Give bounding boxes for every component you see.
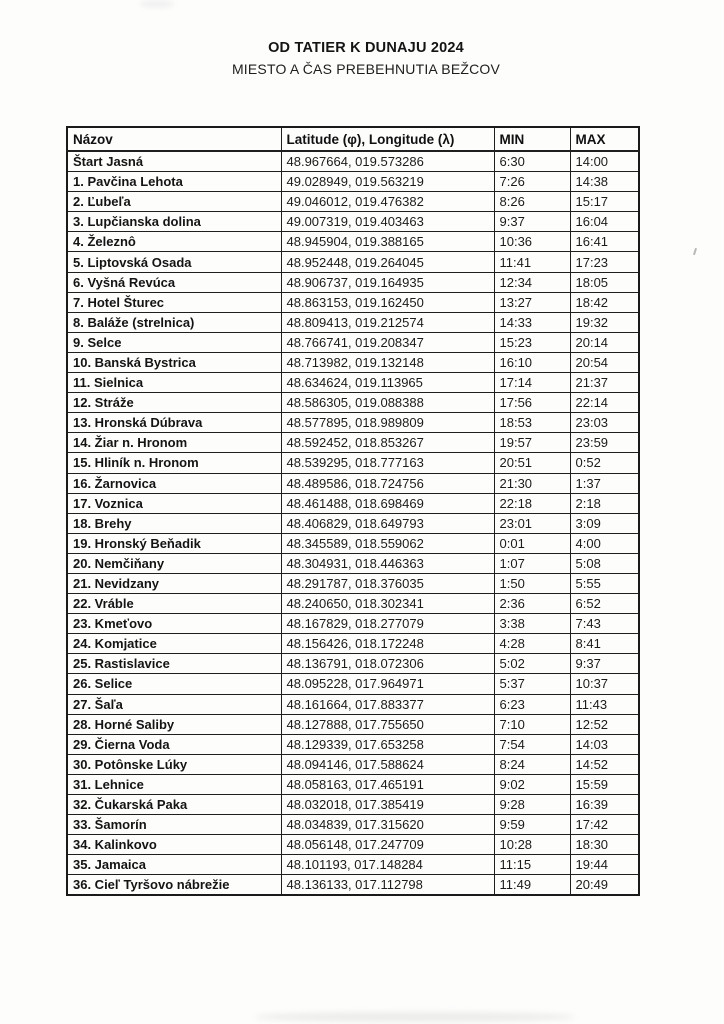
cell-min-time: 22:18 — [494, 493, 570, 513]
cell-min-time: 11:41 — [494, 252, 570, 272]
cell-max-time: 11:43 — [570, 694, 639, 714]
table-row — [67, 493, 639, 513]
table-row — [67, 573, 639, 593]
cell-max-time: 22:14 — [570, 393, 639, 413]
cell-checkpoint-name: Štart Jasná — [67, 151, 281, 172]
cell-coordinates: 49.028949, 019.563219 — [281, 172, 494, 192]
table-row — [67, 252, 639, 272]
table-row — [67, 312, 639, 332]
cell-checkpoint-name: 13. Hronská Dúbrava — [67, 413, 281, 433]
cell-coordinates: 49.007319, 019.403463 — [281, 212, 494, 232]
cell-coordinates: 48.167829, 018.277079 — [281, 614, 494, 634]
cell-max-time: 5:55 — [570, 573, 639, 593]
table-row — [67, 172, 639, 192]
column-header-nazov: Názov — [67, 127, 281, 151]
cell-checkpoint-name: 15. Hliník n. Hronom — [67, 453, 281, 473]
cell-coordinates: 48.461488, 018.698469 — [281, 493, 494, 513]
table-row — [67, 875, 639, 896]
cell-checkpoint-name: 6. Vyšná Revúca — [67, 272, 281, 292]
cell-checkpoint-name: 11. Sielnica — [67, 373, 281, 393]
table-header-row — [67, 127, 639, 151]
cell-coordinates: 48.136791, 018.072306 — [281, 654, 494, 674]
cell-min-time: 6:23 — [494, 694, 570, 714]
table-row — [67, 795, 639, 815]
table-row — [67, 694, 639, 714]
cell-coordinates: 48.094146, 017.588624 — [281, 754, 494, 774]
cell-min-time: 5:37 — [494, 674, 570, 694]
cell-coordinates: 48.952448, 019.264045 — [281, 252, 494, 272]
cell-checkpoint-name: 14. Žiar n. Hronom — [67, 433, 281, 453]
table-row — [67, 232, 639, 252]
cell-checkpoint-name: 21. Nevidzany — [67, 573, 281, 593]
table-row — [67, 212, 639, 232]
checkpoint-times-table — [66, 126, 640, 896]
table-row — [67, 734, 639, 754]
cell-max-time: 18:30 — [570, 835, 639, 855]
cell-max-time: 2:18 — [570, 493, 639, 513]
cell-max-time: 6:52 — [570, 594, 639, 614]
table-row — [67, 835, 639, 855]
cell-min-time: 15:23 — [494, 332, 570, 352]
cell-coordinates: 48.345589, 018.559062 — [281, 533, 494, 553]
cell-max-time: 17:42 — [570, 815, 639, 835]
cell-coordinates: 48.240650, 018.302341 — [281, 594, 494, 614]
cell-coordinates: 48.101193, 017.148284 — [281, 855, 494, 875]
cell-max-time: 5:08 — [570, 553, 639, 573]
table-row — [67, 614, 639, 634]
cell-checkpoint-name: 10. Banská Bystrica — [67, 352, 281, 372]
table-row — [67, 774, 639, 794]
cell-max-time: 23:59 — [570, 433, 639, 453]
table-row — [67, 352, 639, 372]
cell-max-time: 20:14 — [570, 332, 639, 352]
table-row — [67, 594, 639, 614]
cell-min-time: 19:57 — [494, 433, 570, 453]
cell-checkpoint-name: 16. Žarnovica — [67, 473, 281, 493]
cell-max-time: 9:37 — [570, 654, 639, 674]
cell-min-time: 4:28 — [494, 634, 570, 654]
cell-checkpoint-name: 35. Jamaica — [67, 855, 281, 875]
cell-max-time: 3:09 — [570, 513, 639, 533]
cell-max-time: 1:37 — [570, 473, 639, 493]
table-row — [67, 433, 639, 453]
table-row — [67, 513, 639, 533]
cell-max-time: 17:23 — [570, 252, 639, 272]
cell-min-time: 5:02 — [494, 654, 570, 674]
table-row — [67, 674, 639, 694]
cell-coordinates: 48.906737, 019.164935 — [281, 272, 494, 292]
column-header-min: MIN — [494, 127, 570, 151]
table-row — [67, 151, 639, 172]
cell-max-time: 14:00 — [570, 151, 639, 172]
cell-coordinates: 48.539295, 018.777163 — [281, 453, 494, 473]
cell-min-time: 9:02 — [494, 774, 570, 794]
cell-coordinates: 48.766741, 019.208347 — [281, 332, 494, 352]
cell-min-time: 18:53 — [494, 413, 570, 433]
cell-checkpoint-name: 19. Hronský Beňadik — [67, 533, 281, 553]
cell-coordinates: 48.304931, 018.446363 — [281, 553, 494, 573]
cell-checkpoint-name: 23. Kmeťovo — [67, 614, 281, 634]
cell-checkpoint-name: 1. Pavčina Lehota — [67, 172, 281, 192]
table-row — [67, 533, 639, 553]
cell-min-time: 6:30 — [494, 151, 570, 172]
cell-coordinates: 48.127888, 017.755650 — [281, 714, 494, 734]
cell-checkpoint-name: 3. Lupčianska dolina — [67, 212, 281, 232]
cell-min-time: 10:28 — [494, 835, 570, 855]
table-row — [67, 453, 639, 473]
cell-coordinates: 48.634624, 019.113965 — [281, 373, 494, 393]
table-row — [67, 393, 639, 413]
table-row — [67, 192, 639, 212]
table-row — [67, 292, 639, 312]
cell-checkpoint-name: 26. Selice — [67, 674, 281, 694]
cell-max-time: 16:41 — [570, 232, 639, 252]
cell-max-time: 16:39 — [570, 795, 639, 815]
cell-checkpoint-name: 18. Brehy — [67, 513, 281, 533]
cell-coordinates: 48.713982, 019.132148 — [281, 352, 494, 372]
column-header-max: MAX — [570, 127, 639, 151]
cell-min-time: 20:51 — [494, 453, 570, 473]
table-row — [67, 413, 639, 433]
cell-coordinates: 49.046012, 019.476382 — [281, 192, 494, 212]
table-row — [67, 855, 639, 875]
table-body — [67, 151, 639, 895]
cell-coordinates: 48.161664, 017.883377 — [281, 694, 494, 714]
cell-coordinates: 48.967664, 019.573286 — [281, 151, 494, 172]
cell-max-time: 18:42 — [570, 292, 639, 312]
cell-max-time: 12:52 — [570, 714, 639, 734]
cell-coordinates: 48.489586, 018.724756 — [281, 473, 494, 493]
scan-artifact-top — [140, 0, 174, 8]
cell-checkpoint-name: 5. Liptovská Osada — [67, 252, 281, 272]
cell-max-time: 15:17 — [570, 192, 639, 212]
cell-max-time: 21:37 — [570, 373, 639, 393]
cell-coordinates: 48.592452, 018.853267 — [281, 433, 494, 453]
cell-checkpoint-name: 20. Nemčiňany — [67, 553, 281, 573]
cell-min-time: 0:01 — [494, 533, 570, 553]
cell-min-time: 1:07 — [494, 553, 570, 573]
cell-coordinates: 48.809413, 019.212574 — [281, 312, 494, 332]
cell-coordinates: 48.058163, 017.465191 — [281, 774, 494, 794]
cell-min-time: 8:26 — [494, 192, 570, 212]
document-title: OD TATIER K DUNAJU 2024 — [268, 40, 464, 56]
cell-checkpoint-name: 32. Čukarská Paka — [67, 795, 281, 815]
cell-min-time: 3:38 — [494, 614, 570, 634]
cell-coordinates: 48.863153, 019.162450 — [281, 292, 494, 312]
cell-min-time: 12:34 — [494, 272, 570, 292]
cell-max-time: 18:05 — [570, 272, 639, 292]
cell-min-time: 21:30 — [494, 473, 570, 493]
cell-coordinates: 48.056148, 017.247709 — [281, 835, 494, 855]
cell-max-time: 20:54 — [570, 352, 639, 372]
cell-min-time: 17:56 — [494, 393, 570, 413]
cell-min-time: 11:49 — [494, 875, 570, 896]
cell-max-time: 20:49 — [570, 875, 639, 896]
cell-coordinates: 48.577895, 018.989809 — [281, 413, 494, 433]
cell-max-time: 14:52 — [570, 754, 639, 774]
cell-min-time: 23:01 — [494, 513, 570, 533]
cell-min-time: 9:59 — [494, 815, 570, 835]
cell-min-time: 1:50 — [494, 573, 570, 593]
cell-checkpoint-name: 28. Horné Saliby — [67, 714, 281, 734]
cell-coordinates: 48.095228, 017.964971 — [281, 674, 494, 694]
table-row — [67, 714, 639, 734]
cell-checkpoint-name: 24. Komjatice — [67, 634, 281, 654]
cell-min-time: 9:28 — [494, 795, 570, 815]
cell-max-time: 4:00 — [570, 533, 639, 553]
cell-checkpoint-name: 2. Ľubeľa — [67, 192, 281, 212]
cell-coordinates: 48.032018, 017.385419 — [281, 795, 494, 815]
document-subtitle: MIESTO A ČAS PREBEHNUTIA BEŽCOV — [231, 61, 501, 77]
cell-min-time: 2:36 — [494, 594, 570, 614]
table-row — [67, 654, 639, 674]
cell-min-time: 8:24 — [494, 754, 570, 774]
cell-max-time: 15:59 — [570, 774, 639, 794]
cell-checkpoint-name: 27. Šaľa — [67, 694, 281, 714]
cell-coordinates: 48.034839, 017.315620 — [281, 815, 494, 835]
cell-max-time: 19:44 — [570, 855, 639, 875]
cell-checkpoint-name: 31. Lehnice — [67, 774, 281, 794]
cell-min-time: 11:15 — [494, 855, 570, 875]
table-row — [67, 553, 639, 573]
cell-min-time: 17:14 — [494, 373, 570, 393]
cell-checkpoint-name: 7. Hotel Šturec — [67, 292, 281, 312]
cell-coordinates: 48.586305, 019.088388 — [281, 393, 494, 413]
cell-max-time: 14:03 — [570, 734, 639, 754]
cell-coordinates: 48.945904, 019.388165 — [281, 232, 494, 252]
table-row — [67, 754, 639, 774]
cell-checkpoint-name: 8. Baláže (strelnica) — [67, 312, 281, 332]
cell-checkpoint-name: 12. Stráže — [67, 393, 281, 413]
cell-checkpoint-name: 9. Selce — [67, 332, 281, 352]
cell-checkpoint-name: 34. Kalinkovo — [67, 835, 281, 855]
cell-checkpoint-name: 22. Vráble — [67, 594, 281, 614]
cell-checkpoint-name: 36. Cieľ Tyršovo nábrežie — [67, 875, 281, 896]
cell-coordinates: 48.156426, 018.172248 — [281, 634, 494, 654]
table-row — [67, 815, 639, 835]
scan-artifact-tick — [693, 248, 697, 255]
cell-coordinates: 48.406829, 018.649793 — [281, 513, 494, 533]
cell-min-time: 9:37 — [494, 212, 570, 232]
table-row — [67, 473, 639, 493]
cell-coordinates: 48.129339, 017.653258 — [281, 734, 494, 754]
cell-checkpoint-name: 25. Rastislavice — [67, 654, 281, 674]
cell-min-time: 16:10 — [494, 352, 570, 372]
cell-max-time: 7:43 — [570, 614, 639, 634]
cell-checkpoint-name: 33. Šamorín — [67, 815, 281, 835]
cell-max-time: 0:52 — [570, 453, 639, 473]
cell-coordinates: 48.291787, 018.376035 — [281, 573, 494, 593]
scan-artifact-bottom — [255, 1012, 575, 1022]
table-row — [67, 272, 639, 292]
cell-min-time: 7:54 — [494, 734, 570, 754]
cell-checkpoint-name: 4. Železnô — [67, 232, 281, 252]
cell-min-time: 7:10 — [494, 714, 570, 734]
cell-min-time: 7:26 — [494, 172, 570, 192]
table-row — [67, 634, 639, 654]
column-header-coordinates: Latitude (φ), Longitude (λ) — [281, 127, 494, 151]
cell-min-time: 13:27 — [494, 292, 570, 312]
cell-min-time: 10:36 — [494, 232, 570, 252]
cell-checkpoint-name: 30. Potônske Lúky — [67, 754, 281, 774]
table-row — [67, 373, 639, 393]
cell-checkpoint-name: 17. Voznica — [67, 493, 281, 513]
cell-coordinates: 48.136133, 017.112798 — [281, 875, 494, 896]
cell-max-time: 8:41 — [570, 634, 639, 654]
cell-max-time: 19:32 — [570, 312, 639, 332]
cell-max-time: 16:04 — [570, 212, 639, 232]
table-row — [67, 332, 639, 352]
cell-max-time: 10:37 — [570, 674, 639, 694]
cell-min-time: 14:33 — [494, 312, 570, 332]
cell-checkpoint-name: 29. Čierna Voda — [67, 734, 281, 754]
cell-max-time: 14:38 — [570, 172, 639, 192]
cell-max-time: 23:03 — [570, 413, 639, 433]
